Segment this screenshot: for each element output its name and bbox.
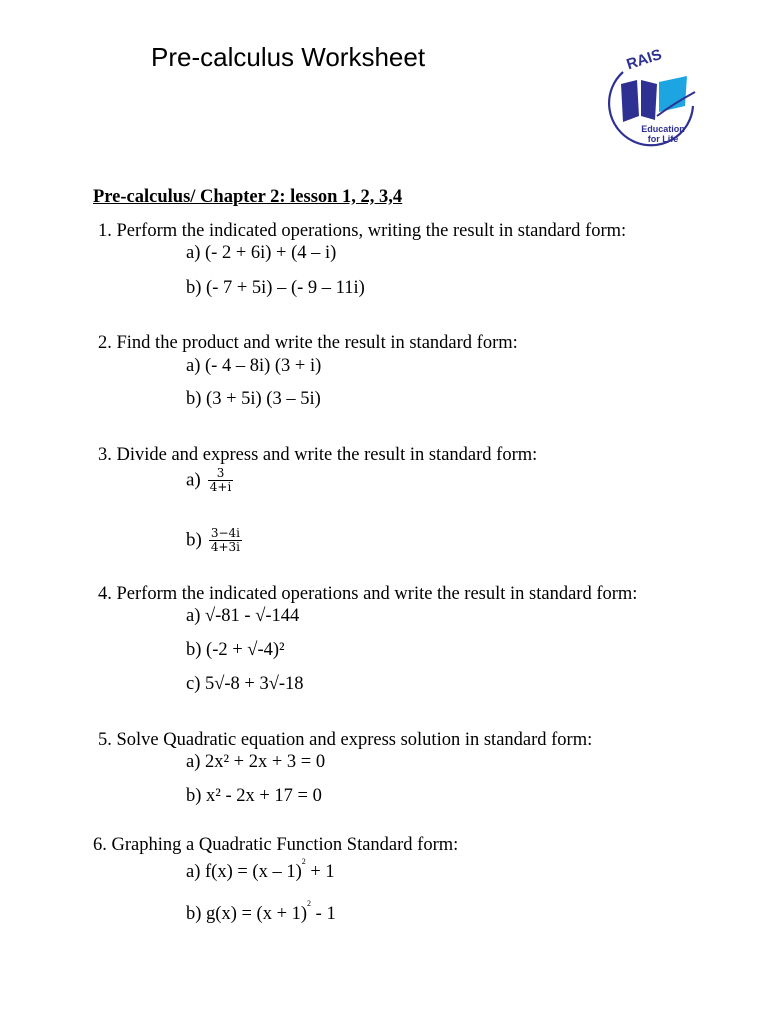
question-2: 2. Find the product and write the result in standard form: — [98, 333, 518, 353]
question-4c: c) 5√-8 + 3√-18 — [186, 674, 304, 694]
question-6: 6. Graphing a Quadratic Function Standard form: — [93, 835, 459, 855]
question-4b: b) (-2 + √-4)² — [186, 640, 285, 660]
fraction — [209, 527, 242, 554]
question-1a: a) (- 2 + 6i) + (4 – i) — [186, 243, 337, 263]
question-6a — [186, 856, 335, 883]
fraction-numerator: 3 — [208, 467, 234, 481]
question-5b: b) x² - 2x + 17 = 0 — [186, 786, 322, 806]
question-1b: b) (- 7 + 5i) – (- 9 – 11i) — [186, 278, 365, 298]
logo-tagline-2: for Life — [647, 134, 679, 144]
question-5: 5. Solve Quadratic equation and express solution in standard form: — [98, 730, 593, 750]
question-2b: b) (3 + 5i) (3 – 5i) — [186, 389, 321, 409]
question-3b — [186, 527, 242, 554]
question-5a: a) 2x² + 2x + 3 = 0 — [186, 752, 326, 772]
question-4a: a) √-81 - √-144 — [186, 606, 300, 626]
page-title: Pre-calculus Worksheet — [151, 42, 426, 72]
rais-logo — [605, 44, 705, 148]
question-6b — [186, 898, 336, 925]
fraction-denominator: 4+i — [209, 480, 232, 494]
question-2a: a) (- 4 – 8i) (3 + i) — [186, 356, 322, 376]
question-4: 4. Perform the indicated operations and write the result in standard form: — [98, 584, 638, 604]
expr-base: b) g(x) = (x + 1) — [186, 904, 308, 924]
svg-text:RAIS: RAIS — [624, 46, 664, 74]
expr-base: a) f(x) = (x – 1) — [186, 862, 302, 882]
expr-tail: + 1 — [305, 862, 335, 882]
exponent: 2 — [307, 898, 312, 908]
expr-tail: - 1 — [311, 904, 336, 924]
fraction — [208, 467, 234, 494]
question-3b-label: b) — [186, 529, 202, 551]
fraction-numerator: 3−4i — [210, 526, 240, 540]
exponent: 2 — [301, 856, 306, 866]
fraction-denominator: 4+3i — [210, 540, 240, 554]
logo-tagline-1: Education — [641, 124, 685, 134]
question-3a-label: a) — [186, 469, 201, 491]
question-1: 1. Perform the indicated operations, writing the result in standard form: — [98, 221, 627, 241]
question-3: 3. Divide and express and write the result in standard form: — [98, 445, 538, 465]
question-3a — [186, 467, 233, 494]
worksheet-subtitle: Pre-calculus/ Chapter 2: lesson 1, 2, 3,4 — [93, 187, 403, 207]
